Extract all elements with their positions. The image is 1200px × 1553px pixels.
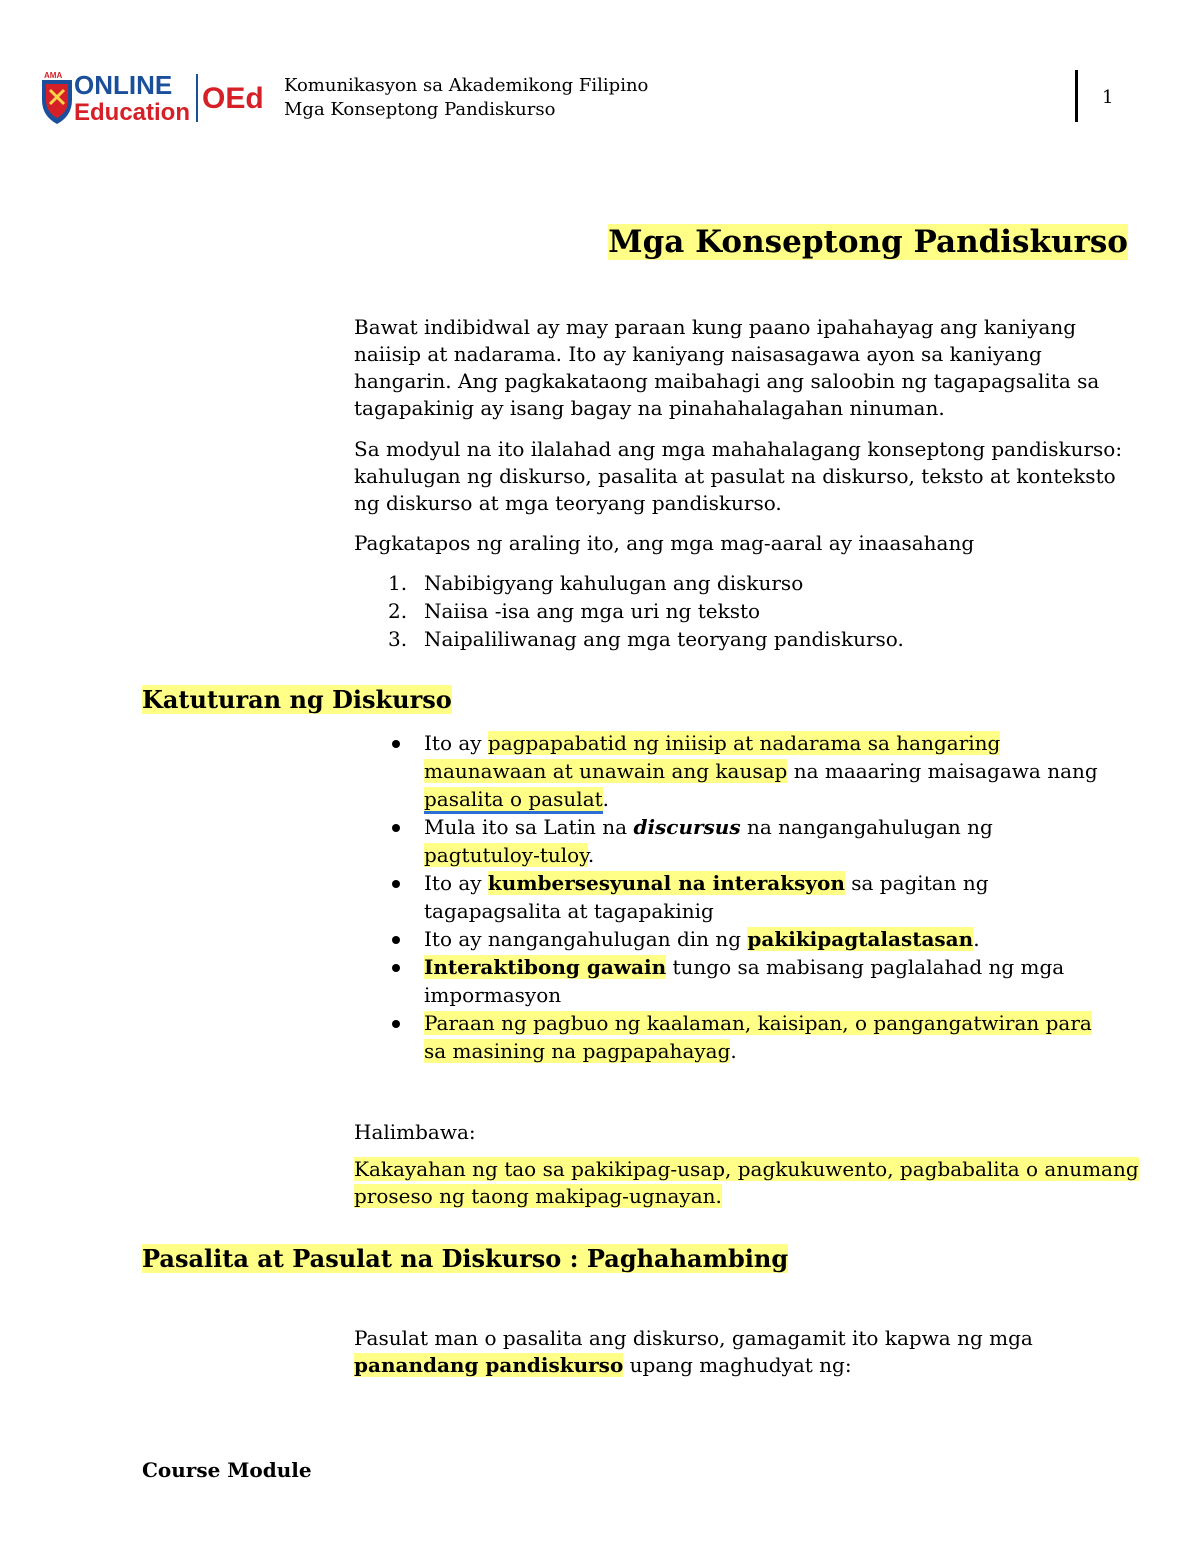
- logo-word-online: ONLINE: [74, 70, 173, 100]
- example-text: Kakayahan ng tao sa pakikipag-usap, pagkukuwento, pagbabalita o anumang proseso ng taong makipag-ugnayan.: [354, 1157, 1139, 1208]
- section-heading-katuturan: Katuturan ng Diskurso: [142, 685, 452, 714]
- header-divider: [1075, 70, 1078, 122]
- section2-paragraph: Pasulat man o pasalita ang diskurso, gamagamit ito kapwa ng mga panandang pandiskurso upang maghudyat ng:: [354, 1326, 1033, 1377]
- logo-word-education: Education: [74, 99, 191, 126]
- list-item: Ito ay kumbersesyunal na interaksyon sa pagitan ng tagapagsalita at tagapakinig: [354, 869, 1114, 925]
- intro-paragraph-2: Sa modyul na ito ilalahad ang mga mahahalagang konseptong pandiskurso: kahulugan ng diskurso, pasalita at pasulat na diskurso, teksto at konteksto ng diskurso at mga teoryang pandiskurso.: [354, 437, 1123, 515]
- shield-icon: [42, 71, 72, 124]
- example-label: Halimbawa:: [354, 1120, 476, 1144]
- list-item: 2. Naiisa -isa ang mga uri ng teksto: [388, 599, 761, 623]
- topic-name: Mga Konseptong Pandiskurso: [284, 99, 556, 120]
- list-item: Interaktibong gawain tungo sa mabisang paglalahad ng mga impormasyon: [354, 953, 1114, 1009]
- section-heading-pasalita: Pasalita at Pasulat na Diskurso : Paghahambing: [142, 1244, 789, 1273]
- list-item: Ito ay nangangahulugan din ng pakikipagtalastasan.: [354, 925, 1114, 953]
- course-name: Komunikasyon sa Akademikong Filipino: [284, 75, 649, 96]
- list-item: 3. Naipaliliwanag ang mga teoryang pandiskurso.: [388, 627, 904, 651]
- logo-abbr: OEd: [202, 82, 264, 115]
- list-item: Paraan ng pagbuo ng kaalaman, kaisipan, o pangangatwiran para sa masining na pagpapahayag.: [354, 1009, 1114, 1065]
- online-education-logo: [38, 70, 270, 126]
- definition-bullets: [354, 729, 1114, 1065]
- intro-paragraph-3: Pagkatapos ng araling ito, ang mga mag-aaral ay inaasahang: [354, 531, 975, 555]
- objectives-list: [354, 569, 1114, 653]
- document-title: Mga Konseptong Pandiskurso: [608, 224, 1128, 260]
- header-titles: [284, 74, 648, 122]
- intro-paragraph-1: Bawat indibidwal ay may paraan kung paano ipahahayag ang kaniyang naiisip at nadarama. Ito ay kaniyang naisasagawa ayon sa kaniyang hangarin. Ang pagkakataong maibahagi ang saloobin ng tagapagsalita sa tagapakinig ay isang bagay na pinahahalagahan ninuman.: [354, 315, 1100, 420]
- list-item: 1. Nabibigyang kahulugan ang diskurso: [388, 571, 804, 595]
- svg-text:AMA: AMA: [44, 71, 63, 80]
- list-item: Mula ito sa Latin na discursus na nangangahulugan ng pagtutuloy-tuloy.: [354, 813, 1114, 869]
- footer-course-module: Course Module: [142, 1458, 312, 1482]
- list-item: Ito ay pagpapabatid ng iniisip at nadarama sa hangaring maunawaan at unawain ang kausap na maaaring maisagawa nang pasalita o pasulat.: [354, 729, 1114, 813]
- page-number: 1: [1102, 87, 1114, 108]
